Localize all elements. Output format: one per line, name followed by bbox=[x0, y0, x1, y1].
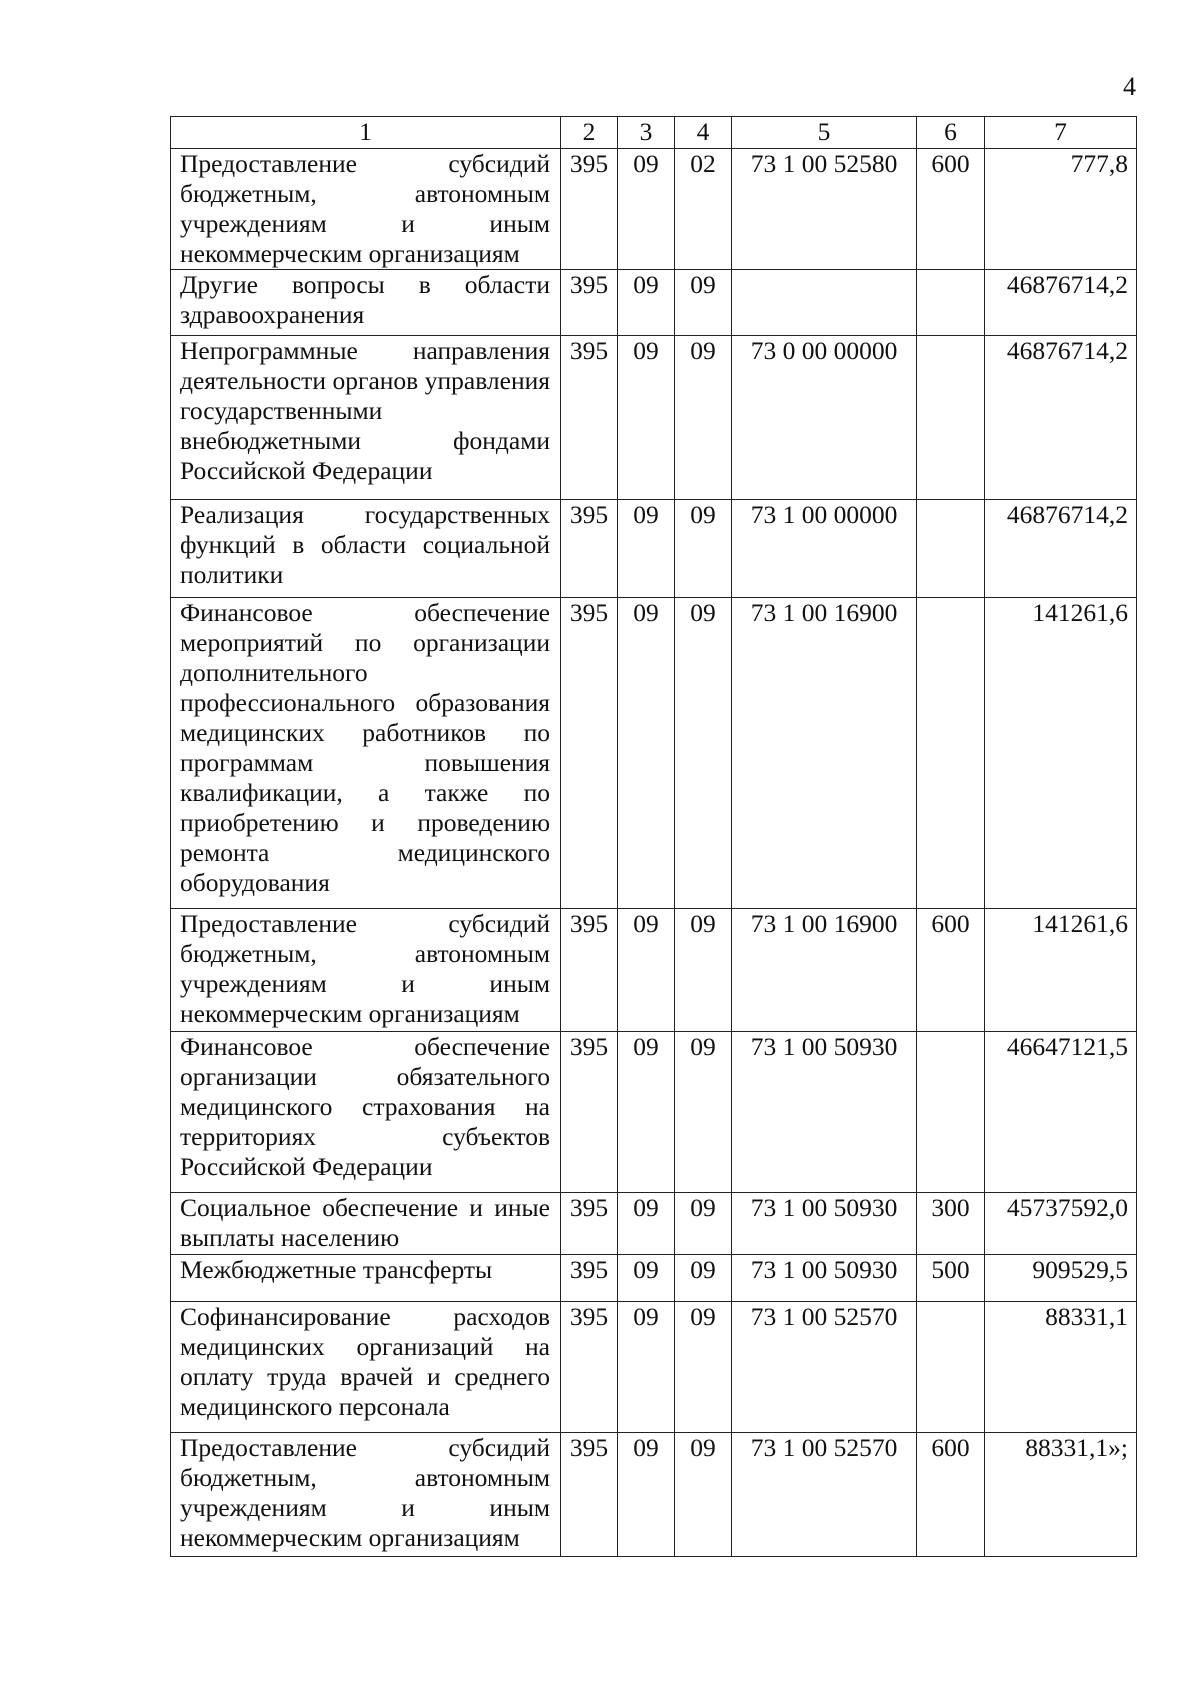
expense-type-cell bbox=[917, 1032, 985, 1193]
ministry-code-cell: 395 bbox=[561, 1255, 618, 1302]
amount-cell: 46647121,5 bbox=[985, 1032, 1137, 1193]
subsection-code-cell: 09 bbox=[675, 1255, 732, 1302]
section-code-cell: 09 bbox=[618, 1433, 675, 1557]
ministry-code-cell: 395 bbox=[561, 1193, 618, 1255]
ministry-code-cell: 395 bbox=[561, 500, 618, 598]
table-row bbox=[171, 1255, 1137, 1302]
header-cell: 6 bbox=[917, 117, 985, 149]
section-code-cell: 09 bbox=[618, 336, 675, 500]
ministry-code-cell: 395 bbox=[561, 598, 618, 909]
table-row bbox=[171, 1433, 1137, 1557]
target-code-cell bbox=[732, 270, 917, 336]
header-cell: 1 bbox=[171, 117, 561, 149]
row-name-cell: Финансовое обеспечение организации обязательного медицинского страхования на территориях субъектов Российской Федерации bbox=[171, 1032, 561, 1193]
section-code-cell: 09 bbox=[618, 270, 675, 336]
target-code-cell: 73 1 00 50930 bbox=[732, 1193, 917, 1255]
subsection-code-cell: 09 bbox=[675, 909, 732, 1032]
budget-table bbox=[170, 116, 1137, 1557]
row-name-cell: Другие вопросы в области здравоохранения bbox=[171, 270, 561, 336]
table-header-row bbox=[171, 117, 1137, 149]
ministry-code-cell: 395 bbox=[561, 1433, 618, 1557]
row-name-cell: Реализация государственных функций в области социальной политики bbox=[171, 500, 561, 598]
subsection-code-cell: 02 bbox=[675, 149, 732, 270]
ministry-code-cell: 395 bbox=[561, 1302, 618, 1433]
expense-type-cell bbox=[917, 1302, 985, 1433]
subsection-code-cell: 09 bbox=[675, 1032, 732, 1193]
table-row bbox=[171, 598, 1137, 909]
target-code-cell: 73 1 00 00000 bbox=[732, 500, 917, 598]
row-name-cell: Непрограммные направления деятельности органов управления государственными внебюджетными фондами Российской Федерации bbox=[171, 336, 561, 500]
section-code-cell: 09 bbox=[618, 1255, 675, 1302]
row-name-cell: Софинансирование расходов медицинских организаций на оплату труда врачей и среднего медицинского персонала bbox=[171, 1302, 561, 1433]
table-row bbox=[171, 500, 1137, 598]
amount-cell: 46876714,2 bbox=[985, 336, 1137, 500]
subsection-code-cell: 09 bbox=[675, 598, 732, 909]
subsection-code-cell: 09 bbox=[675, 270, 732, 336]
amount-cell: 45737592,0 bbox=[985, 1193, 1137, 1255]
row-name-cell: Межбюджетные трансферты bbox=[171, 1255, 561, 1302]
ministry-code-cell: 395 bbox=[561, 1032, 618, 1193]
subsection-code-cell: 09 bbox=[675, 1193, 732, 1255]
table-row bbox=[171, 1302, 1137, 1433]
header-cell: 7 bbox=[985, 117, 1137, 149]
section-code-cell: 09 bbox=[618, 1032, 675, 1193]
expense-type-cell bbox=[917, 598, 985, 909]
subsection-code-cell: 09 bbox=[675, 500, 732, 598]
section-code-cell: 09 bbox=[618, 598, 675, 909]
amount-cell: 141261,6 bbox=[985, 598, 1137, 909]
table-row bbox=[171, 149, 1137, 270]
row-name-cell: Предоставление субсидий бюджетным, автономным учреждениям и иным некоммерческим организациям bbox=[171, 909, 561, 1032]
header-cell: 4 bbox=[675, 117, 732, 149]
target-code-cell: 73 1 00 52580 bbox=[732, 149, 917, 270]
subsection-code-cell: 09 bbox=[675, 336, 732, 500]
header-cell: 2 bbox=[561, 117, 618, 149]
expense-type-cell: 600 bbox=[917, 1433, 985, 1557]
amount-cell: 46876714,2 bbox=[985, 500, 1137, 598]
expense-type-cell bbox=[917, 336, 985, 500]
target-code-cell: 73 1 00 50930 bbox=[732, 1032, 917, 1193]
expense-type-cell bbox=[917, 270, 985, 336]
section-code-cell: 09 bbox=[618, 149, 675, 270]
ministry-code-cell: 395 bbox=[561, 909, 618, 1032]
section-code-cell: 09 bbox=[618, 1193, 675, 1255]
table-row bbox=[171, 270, 1137, 336]
page-number: 4 bbox=[1123, 72, 1136, 101]
target-code-cell: 73 1 00 50930 bbox=[732, 1255, 917, 1302]
amount-cell: 46876714,2 bbox=[985, 270, 1137, 336]
amount-cell: 777,8 bbox=[985, 149, 1137, 270]
amount-cell: 909529,5 bbox=[985, 1255, 1137, 1302]
section-code-cell: 09 bbox=[618, 1302, 675, 1433]
target-code-cell: 73 1 00 16900 bbox=[732, 909, 917, 1032]
subsection-code-cell: 09 bbox=[675, 1433, 732, 1557]
row-name-cell: Финансовое обеспечение мероприятий по организации дополнительного профессионального образования медицинских работников по программам повышения квалификации, а также по приобретению и проведению ремонта медицинского оборудования bbox=[171, 598, 561, 909]
ministry-code-cell: 395 bbox=[561, 336, 618, 500]
target-code-cell: 73 1 00 52570 bbox=[732, 1433, 917, 1557]
expense-type-cell: 600 bbox=[917, 909, 985, 1032]
row-name-cell: Предоставление субсидий бюджетным, автономным учреждениям и иным некоммерческим организациям bbox=[171, 149, 561, 270]
target-code-cell: 73 1 00 16900 bbox=[732, 598, 917, 909]
section-code-cell: 09 bbox=[618, 500, 675, 598]
expense-type-cell: 600 bbox=[917, 149, 985, 270]
row-name-cell: Социальное обеспечение и иные выплаты населению bbox=[171, 1193, 561, 1255]
target-code-cell: 73 0 00 00000 bbox=[732, 336, 917, 500]
table-row bbox=[171, 909, 1137, 1032]
target-code-cell: 73 1 00 52570 bbox=[732, 1302, 917, 1433]
expense-type-cell bbox=[917, 500, 985, 598]
subsection-code-cell: 09 bbox=[675, 1302, 732, 1433]
expense-type-cell: 300 bbox=[917, 1193, 985, 1255]
expense-type-cell: 500 bbox=[917, 1255, 985, 1302]
amount-cell: 88331,1»; bbox=[985, 1433, 1137, 1557]
ministry-code-cell: 395 bbox=[561, 149, 618, 270]
header-cell: 5 bbox=[732, 117, 917, 149]
header-cell: 3 bbox=[618, 117, 675, 149]
section-code-cell: 09 bbox=[618, 909, 675, 1032]
table-row bbox=[171, 336, 1137, 500]
table-row bbox=[171, 1193, 1137, 1255]
amount-cell: 141261,6 bbox=[985, 909, 1137, 1032]
ministry-code-cell: 395 bbox=[561, 270, 618, 336]
table-row bbox=[171, 1032, 1137, 1193]
amount-cell: 88331,1 bbox=[985, 1302, 1137, 1433]
row-name-cell: Предоставление субсидий бюджетным, автономным учреждениям и иным некоммерческим организациям bbox=[171, 1433, 561, 1557]
